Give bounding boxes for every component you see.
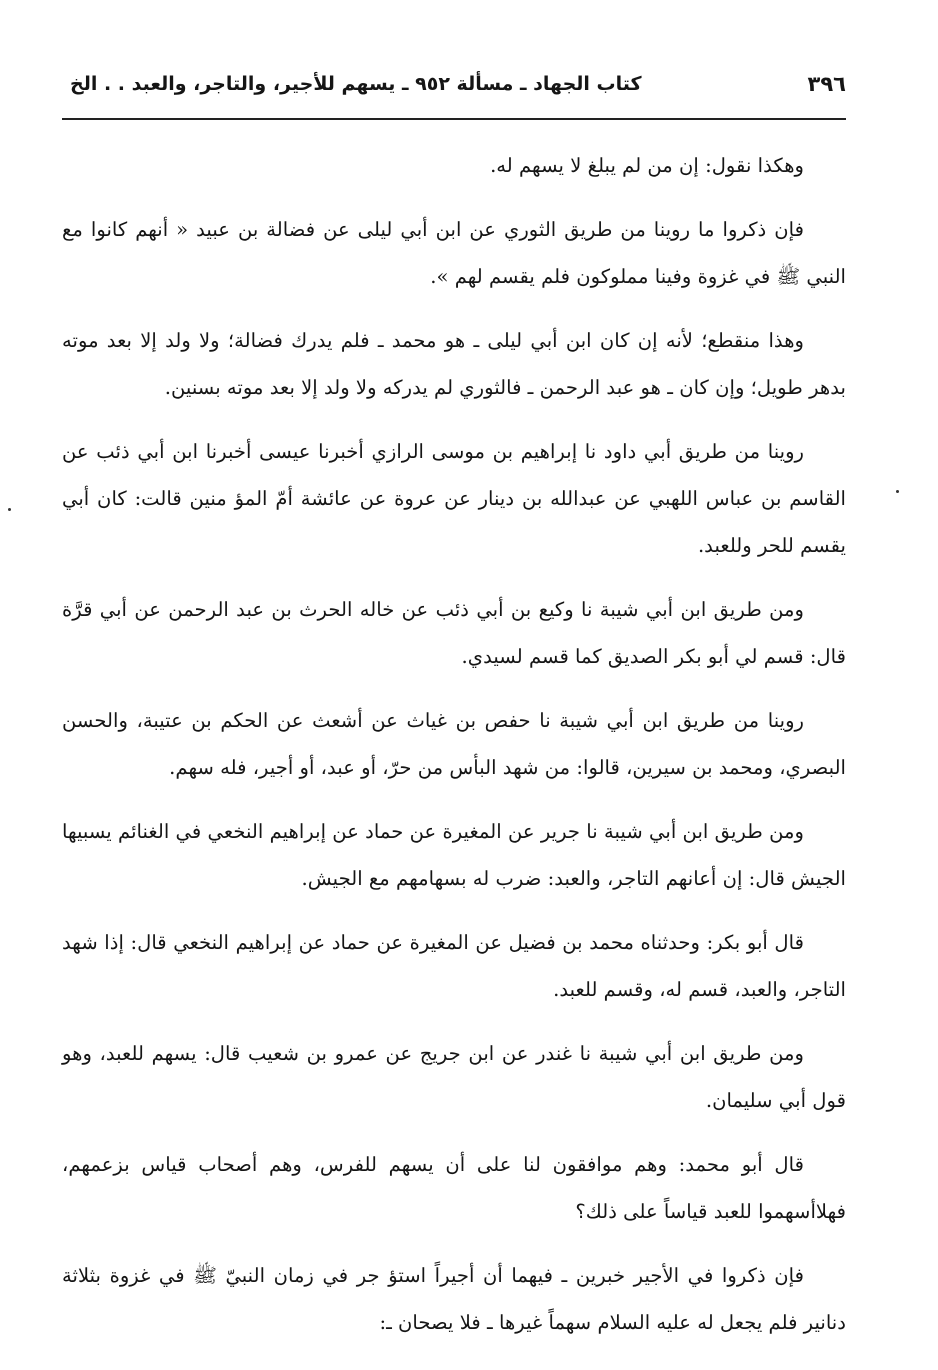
paragraph	[62, 808, 846, 902]
paragraph-text: ومن طريق ابن أبي شيبة نا وكيع بن أبي ذئب عن خاله الحرث بن عبد الرحمن عن أبي قرَّة قال: قسم لي أبو بكر الصديق كما قسم لسيدي.	[62, 598, 846, 668]
scan-speck	[8, 508, 11, 511]
header-divider	[62, 118, 846, 120]
paragraph-text: وهذا منقطع؛ لأنه إن كان ابن أبي ليلى ـ هو محمد ـ فلم يدرك فضالة؛ ولا ولد إلا بعد موته بدهر طويل؛ وإن كان ـ هو عبد الرحمن ـ فالثوري لم يدركه ولا ولد إلا بعد موته بسنين.	[62, 329, 846, 399]
paragraph-text: فإن ذكروا في الأجير خبرين ـ فيهما أن أجيراً استؤ جر في زمان النبيّ ﷺ في غزوة بثلاثة دنانير فلم يجعل له عليه السلام سهماً غيرها ـ فلا يصحان ـ:	[62, 1264, 846, 1334]
scan-speck	[896, 490, 899, 493]
paragraph	[62, 697, 846, 791]
paragraph-text: وهكذا نقول: إن من لم يبلغ لا يسهم له.	[490, 154, 804, 177]
paragraph	[62, 206, 846, 300]
main-text	[62, 142, 846, 1363]
paragraph-text: فإن ذكروا ما روينا من طريق الثوري عن ابن أبي ليلى عن فضالة بن عبيد « أنهم كانوا مع النبي ﷺ في غزوة وفينا مملوكون فلم يقسم لهم ».	[62, 218, 846, 288]
paragraph-text: ومن طريق ابن أبي شيبة نا جرير عن المغيرة عن حماد عن إبراهيم النخعي في الغنائم يسبيها الجيش قال: إن أعانهم التاجر، والعبد: ضرب له بسهامهم مع الجيش.	[62, 820, 846, 890]
paragraph	[62, 1030, 846, 1124]
paragraph	[62, 1141, 846, 1235]
page-number: ٣٩٦	[807, 72, 846, 96]
paragraph-text: روينا من طريق ابن أبي شيبة نا حفص بن غياث عن أشعث عن الحكم بن عتيبة، والحسن البصري، ومحمد بن سيرين، قالوا: من شهد البأس من حرّ، أو عبد، أو أجير، فله سهم.	[62, 709, 846, 779]
paragraph-text: قال أبو بكر: وحدثناه محمد بن فضيل عن المغيرة عن حماد عن إبراهيم النخعي قال: إذا شهد التاجر، والعبد، قسم له، وقسم للعبد.	[62, 931, 846, 1001]
paragraph-text: ومن طريق ابن أبي شيبة نا غندر عن ابن جريج عن عمرو بن شعيب قال: يسهم للعبد، وهو قول أبي سليمان.	[62, 1042, 846, 1112]
paragraph	[62, 317, 846, 411]
paragraph-text: روينا من طريق أبي داود نا إبراهيم بن موسى الرازي أخبرنا عيسى أخبرنا ابن أبي ذئب عن القاسم بن عباس اللهبي عن عبدالله بن دينار عن عروة عن عائشة أمّ المؤ منين قالت: كان أبي يقسم للحر وللعبد.	[62, 440, 846, 557]
paragraph-text: قال أبو محمد: وهم موافقون لنا على أن يسهم للفرس، وهم أصحاب قياس بزعمهم، فهلاأسهموا للعبد قياساً على ذلك؟	[62, 1153, 846, 1223]
paragraph	[62, 919, 846, 1013]
paragraph	[62, 1252, 846, 1346]
chapter-title: كتاب الجهاد ـ مسألة ٩٥٢ ـ يسهم للأجير، والتاجر، والعبد . . الخ	[70, 73, 642, 95]
paragraph	[62, 142, 846, 189]
paragraph	[62, 586, 846, 680]
running-header	[70, 62, 846, 106]
paragraph	[62, 428, 846, 569]
